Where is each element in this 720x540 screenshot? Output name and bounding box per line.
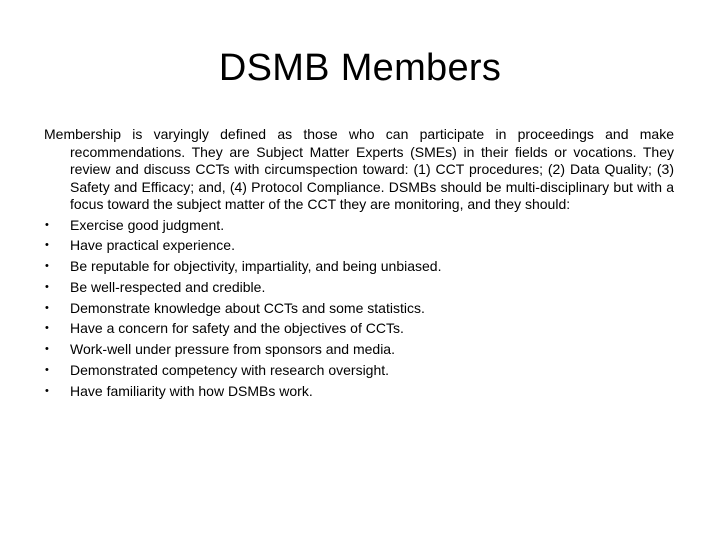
- intro-paragraph: Membership is varyingly defined as those who can participate in proceedings and make recommendations. They are Subject Matter Experts (SMEs) in their fields or vocations. They review and discuss CCTs with circumspection toward: (1) CCT procedures; (2) Data Quality; (3) Safety and Efficacy; and, (4) Protocol Compliance. DSMBs should be multi-disciplinary but with a focus toward the subject matter of the CCT they are monitoring, and they should:: [44, 126, 674, 212]
- bullet-text: Be reputable for objectivity, impartiality, and being unbiased.: [70, 258, 442, 275]
- bullet-icon: •: [45, 343, 49, 356]
- bullet-list: [44, 215, 674, 402]
- bullet-item: [44, 318, 674, 339]
- bullet-item: [44, 256, 674, 277]
- bullet-icon: •: [45, 280, 49, 293]
- bullet-item: [44, 381, 674, 402]
- bullet-icon: •: [45, 322, 49, 335]
- bullet-icon: •: [45, 384, 49, 397]
- bullet-text: Have a concern for safety and the objectives of CCTs.: [70, 320, 404, 337]
- bullet-text: Have familiarity with how DSMBs work.: [70, 382, 313, 399]
- bullet-item: [44, 339, 674, 360]
- slide-body: [44, 126, 674, 402]
- bullet-item: [44, 215, 674, 236]
- bullet-text: Demonstrated competency with research oversight.: [70, 362, 390, 379]
- bullet-icon: •: [45, 364, 49, 377]
- slide-title: DSMB Members: [218, 47, 502, 89]
- bullet-text: Have practical experience.: [70, 237, 235, 254]
- bullet-icon: •: [45, 218, 49, 231]
- bullet-text: Be well-respected and credible.: [70, 278, 266, 295]
- bullet-text: Exercise good judgment.: [70, 216, 225, 233]
- bullet-text: Demonstrate knowledge about CCTs and some statistics.: [70, 299, 425, 316]
- bullet-item: [44, 360, 674, 381]
- bullet-icon: •: [45, 239, 49, 252]
- bullet-item: [44, 298, 674, 319]
- bullet-item: [44, 277, 674, 298]
- bullet-icon: •: [45, 260, 49, 273]
- bullet-text: Work-well under pressure from sponsors and media.: [70, 341, 395, 358]
- bullet-icon: •: [45, 301, 49, 314]
- bullet-item: [44, 235, 674, 256]
